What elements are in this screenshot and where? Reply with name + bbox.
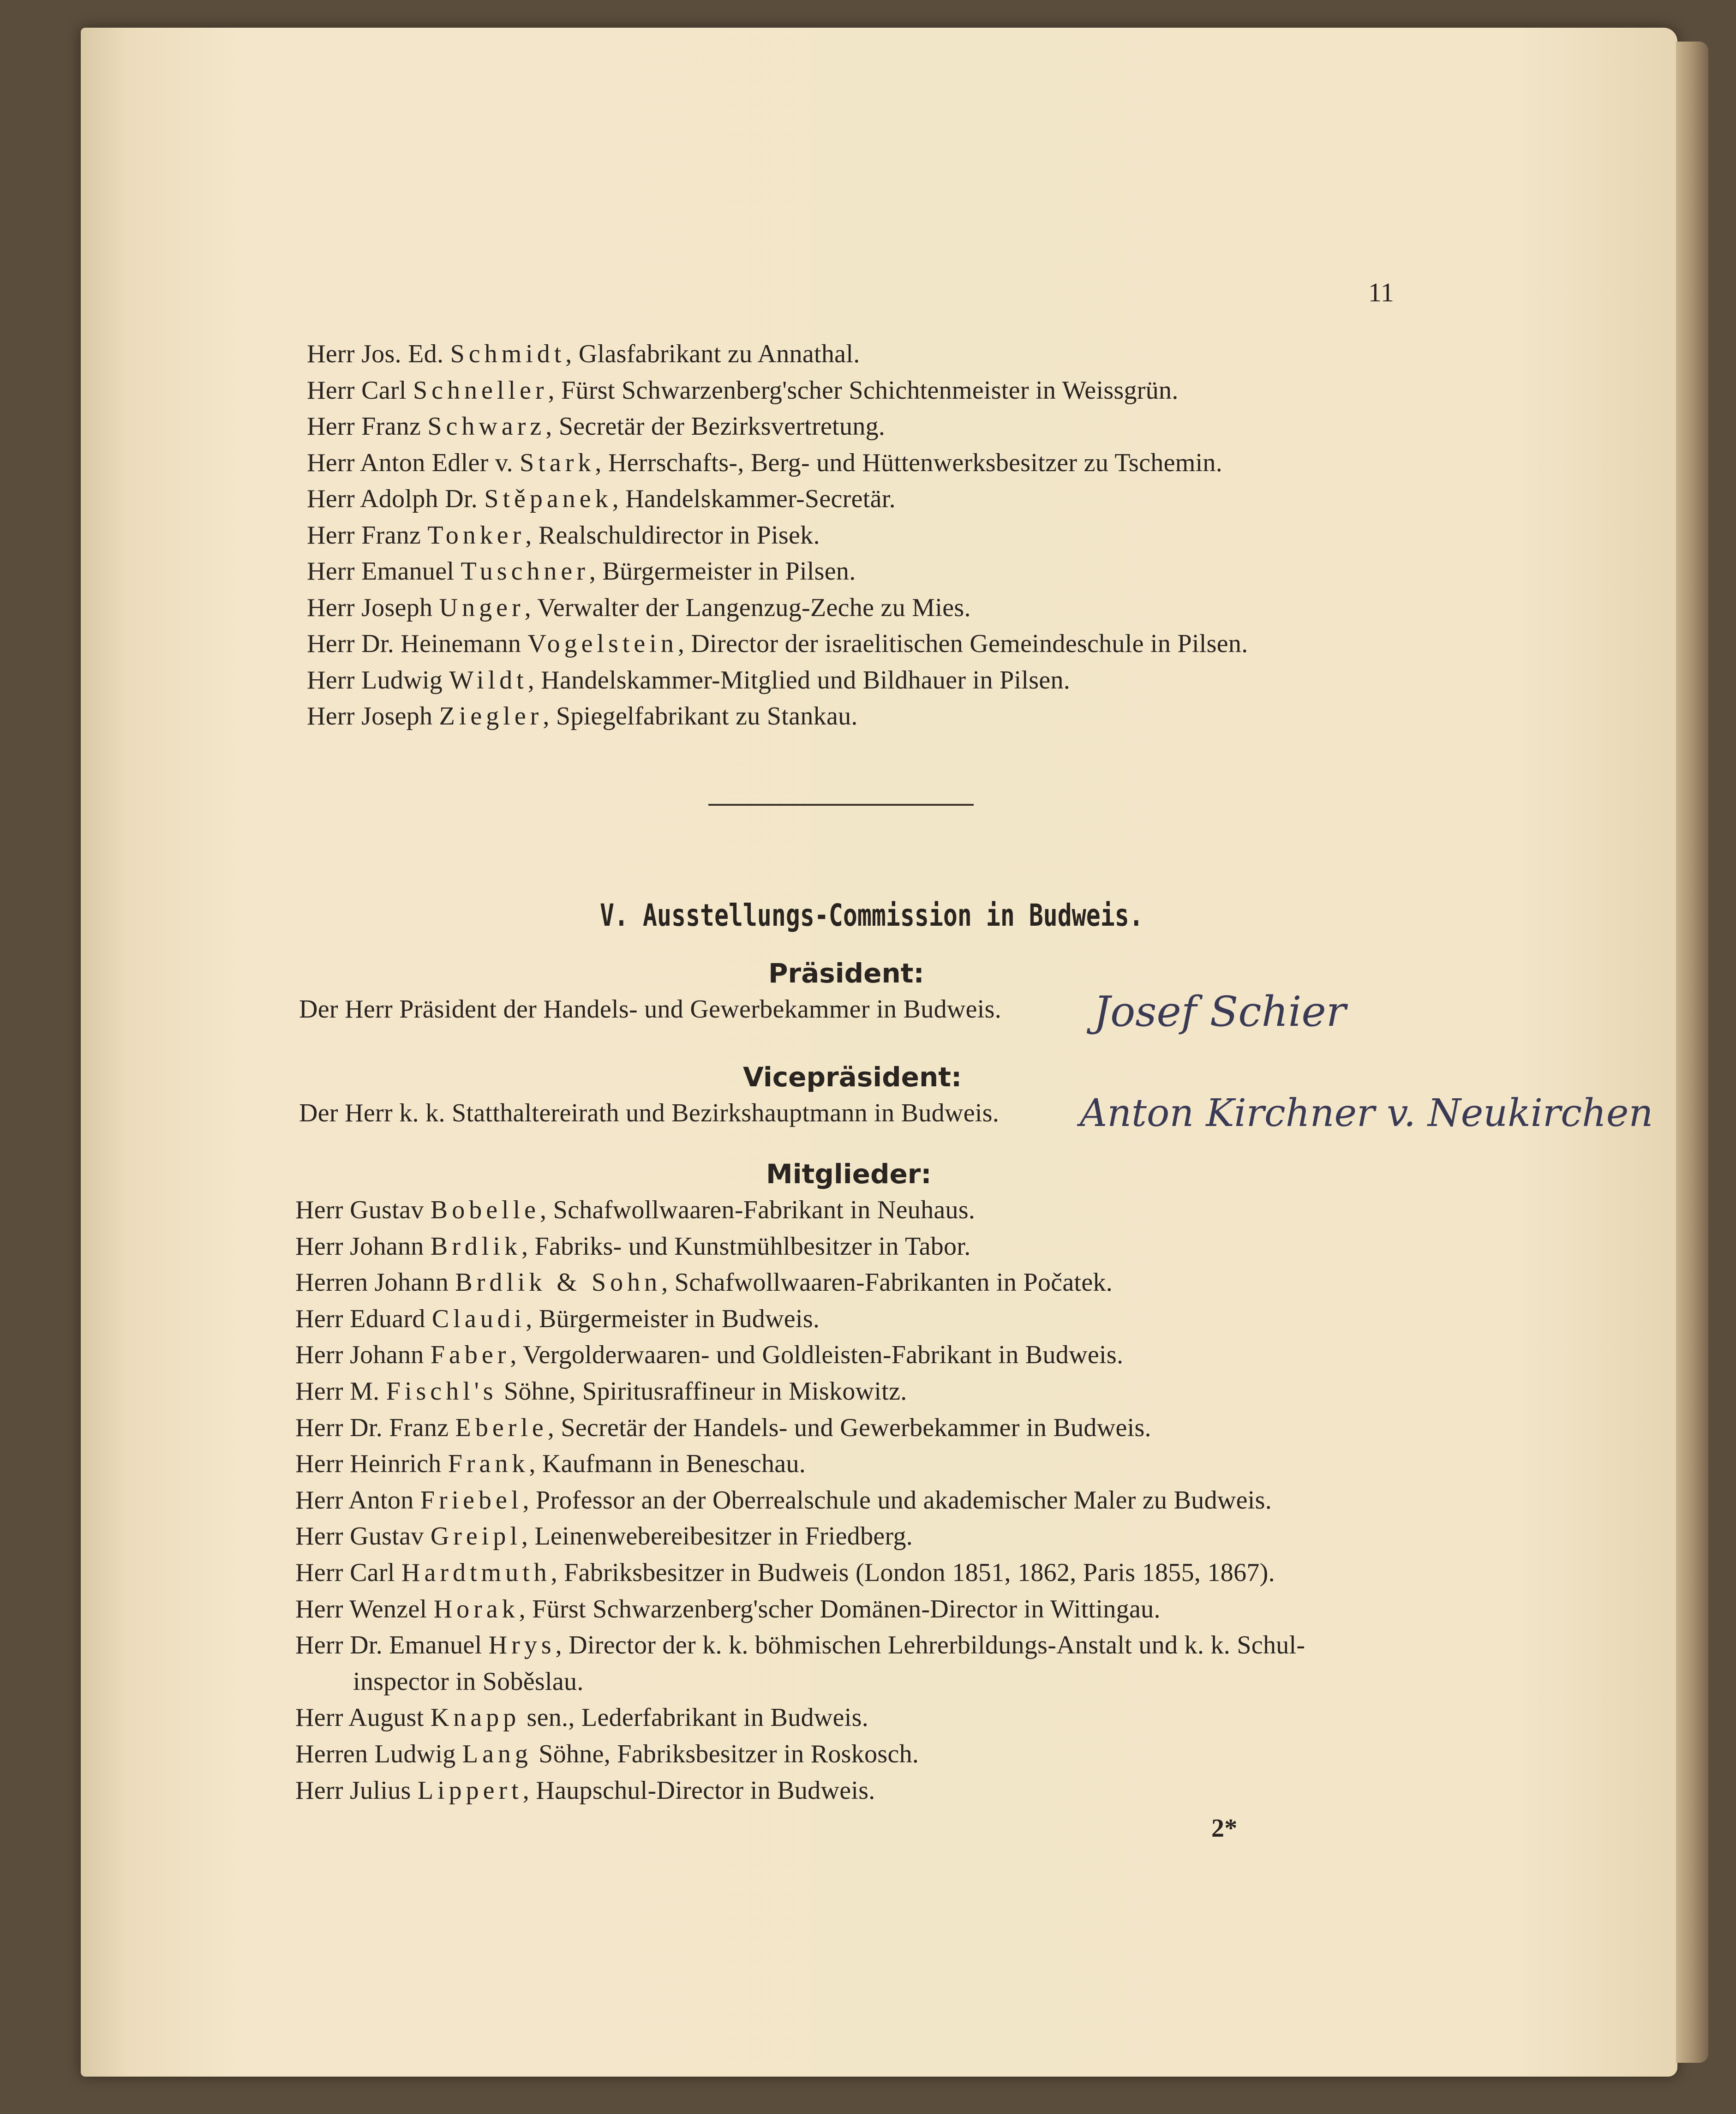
member-description: , Fabriksbesitzer in Budweis (London 1851, 1862, Paris 1855, 1867). (551, 1558, 1275, 1587)
member-title: Herr Emanuel (307, 557, 461, 586)
list-item (307, 665, 1070, 695)
member-title: Herr Julius (295, 1776, 418, 1805)
list-item (295, 1413, 1151, 1443)
president-heading: Präsident: (768, 958, 924, 989)
president-text: Der Herr Präsident der Handels- und Gewerbekammer in Budweis. (299, 995, 1002, 1024)
member-title: Herr Anton Edler v. (307, 448, 520, 477)
member-title: Herr Adolph Dr. (307, 485, 485, 513)
member-description: , Director der k. k. böhmischen Lehrerbildungs-Anstalt und k. k. Schul- (555, 1631, 1305, 1660)
member-surname: Schmidt (450, 340, 566, 368)
member-surname: Greipl (430, 1522, 521, 1551)
member-surname: Hrys (488, 1631, 556, 1660)
member-surname: Bobelle (430, 1196, 540, 1224)
list-item (295, 1485, 1272, 1515)
member-title: Herr Gustav (295, 1522, 431, 1551)
member-surname: Stěpanek (484, 485, 612, 513)
list-item (307, 448, 1222, 478)
member-surname: Unger (439, 593, 525, 622)
member-surname: Brdlik & Sohn (455, 1268, 662, 1297)
list-item (353, 1667, 584, 1696)
member-description: , Handelskammer-Secretär. (612, 485, 896, 513)
member-description: , Fabriks- und Kunstmühlbesitzer in Tabor. (521, 1232, 971, 1261)
member-description: Söhne, Spiritusraffineur in Miskowitz. (497, 1377, 907, 1406)
member-title: Herr Dr. Franz (295, 1413, 455, 1442)
member-description: , Spiegelfabrikant zu Stankau. (543, 702, 858, 731)
list-item (307, 376, 1179, 405)
member-description: , Secretär der Handels- und Gewerbekammer in Budweis. (547, 1413, 1151, 1442)
list-item (295, 1304, 820, 1334)
member-surname: Faber (430, 1341, 510, 1370)
member-title: Herr Wenzel (295, 1594, 434, 1623)
member-description: , Leinenwebereibesitzer in Friedberg. (521, 1522, 913, 1551)
member-description: , Herrschafts-, Berg- und Hüttenwerksbesitzer zu Tschemin. (595, 448, 1223, 477)
member-surname: Frank (448, 1449, 529, 1479)
page-edge (1676, 42, 1708, 2063)
member-surname: Stark (520, 448, 595, 477)
member-title: Herr Carl (307, 376, 413, 405)
member-surname: Schwarz (427, 412, 546, 441)
section-divider (708, 804, 974, 806)
member-description: , Secretär der Bezirksvertretung. (545, 412, 886, 441)
list-item (295, 1377, 907, 1406)
list-item (295, 1340, 1123, 1370)
member-title: Herr Carl (295, 1558, 402, 1587)
member-surname: Tuschner (461, 557, 589, 586)
member-surname: Horak (433, 1594, 519, 1623)
list-item (307, 701, 858, 731)
list-item (295, 1594, 1161, 1624)
member-description: , Glasfabrikant zu Annathal. (565, 340, 860, 368)
member-description: , Realschuldirector in Pisek. (525, 521, 820, 550)
list-item (307, 557, 856, 586)
book-page (81, 28, 1677, 2077)
member-surname: Hardtmuth (401, 1558, 551, 1587)
member-title: Herr Eduard (295, 1304, 432, 1333)
member-title: Herr Franz (307, 412, 428, 441)
member-surname: Claudi (431, 1304, 526, 1333)
member-title: Herren Johann (295, 1268, 455, 1297)
list-item (307, 629, 1248, 659)
member-title: Herren Ludwig (295, 1740, 462, 1768)
list-item (307, 593, 971, 623)
member-surname: Vogelstein (527, 629, 678, 658)
list-item (307, 339, 860, 369)
member-surname: Eberle (455, 1413, 548, 1442)
member-title: Herr Franz (307, 521, 428, 550)
member-title: Herr August (295, 1703, 431, 1732)
member-title: Herr Johann (295, 1232, 431, 1261)
vicepresident-heading: Vicepräsident: (743, 1061, 962, 1093)
president-signature: Josef Schier (1094, 988, 1346, 1036)
members-heading: Mitglieder: (766, 1158, 932, 1190)
member-surname: Lippert (417, 1776, 523, 1805)
list-item (295, 1776, 875, 1805)
section-title: V. Ausstellungs-Commission in Budweis. (600, 898, 1143, 933)
member-surname: Knapp (430, 1703, 521, 1732)
list-item (295, 1630, 1305, 1660)
member-description: , Schafwollwaaren-Fabrikant in Neuhaus. (540, 1196, 976, 1224)
list-item (295, 1195, 975, 1225)
list-item (295, 1232, 971, 1261)
member-description: , Bürgermeister in Pilsen. (589, 557, 856, 586)
member-surname: Tonker (427, 521, 526, 550)
member-title: Herr Gustav (295, 1196, 431, 1224)
list-item (307, 484, 896, 514)
member-title: Herr Anton (295, 1485, 420, 1515)
member-description: , Haupschul-Director in Budweis. (522, 1776, 875, 1805)
list-item (307, 412, 885, 441)
list-item (295, 1268, 1113, 1297)
member-surname: Wildt (449, 665, 528, 695)
member-title: Herr Joseph (307, 593, 439, 622)
list-item (307, 521, 820, 550)
member-surname: Lang (462, 1740, 532, 1768)
member-description: , Vergolderwaaren- und Goldleisten-Fabrikant in Budweis. (510, 1341, 1124, 1370)
member-title: Herr Jos. Ed. (307, 340, 450, 368)
signature-mark: 2* (1211, 1814, 1238, 1843)
member-surname: Friebel (420, 1485, 523, 1515)
member-description: , Kaufmann in Beneschau. (529, 1449, 806, 1479)
list-item (295, 1703, 868, 1732)
member-title: Herr Dr. Heinemann (307, 629, 528, 658)
vicepresident-text: Der Herr k. k. Statthaltereirath und Bezirkshauptmann in Budweis. (299, 1099, 1000, 1127)
member-title: Herr Ludwig (307, 665, 449, 695)
member-title: Herr M. (295, 1377, 386, 1406)
member-surname: Ziegler (439, 702, 543, 731)
member-description: Söhne, Fabriksbesitzer in Roskosch. (532, 1740, 919, 1768)
list-item (295, 1521, 913, 1551)
member-title: Herr Heinrich (295, 1449, 448, 1479)
page-number: 11 (1368, 277, 1394, 307)
member-description: , Fürst Schwarzenberg'scher Domänen-Director in Wittingau. (519, 1594, 1161, 1623)
member-title: Herr Joseph (307, 702, 439, 731)
member-description: sen., Lederfabrikant in Budweis. (520, 1703, 869, 1732)
list-item (295, 1449, 806, 1479)
member-description: , Fürst Schwarzenberg'scher Schichtenmeister in Weissgrün. (548, 376, 1179, 405)
member-title: Herr Johann (295, 1341, 431, 1370)
member-description: , Verwalter der Langenzug-Zeche zu Mies. (524, 593, 971, 622)
member-description: , Professor an der Oberrealschule und akademischer Maler zu Budweis. (522, 1485, 1272, 1515)
member-description: , Bürgermeister in Budweis. (526, 1304, 820, 1333)
list-item (295, 1558, 1275, 1587)
member-description: inspector in Soběslau. (353, 1667, 584, 1696)
member-surname: Fischl's (386, 1377, 497, 1406)
member-description: , Handelskammer-Mitglied und Bildhauer in Pilsen. (527, 665, 1071, 695)
member-surname: Brdlik (430, 1232, 521, 1261)
member-surname: Schneller (413, 376, 548, 405)
member-description: , Director der israelitischen Gemeindeschule in Pilsen. (677, 629, 1248, 658)
vicepresident-signature: Anton Kirchner v. Neukirchen (1080, 1091, 1653, 1135)
member-title: Herr Dr. Emanuel (295, 1631, 489, 1660)
list-item (295, 1739, 919, 1769)
member-description: , Schafwollwaaren-Fabrikanten in Počatek. (661, 1268, 1113, 1297)
